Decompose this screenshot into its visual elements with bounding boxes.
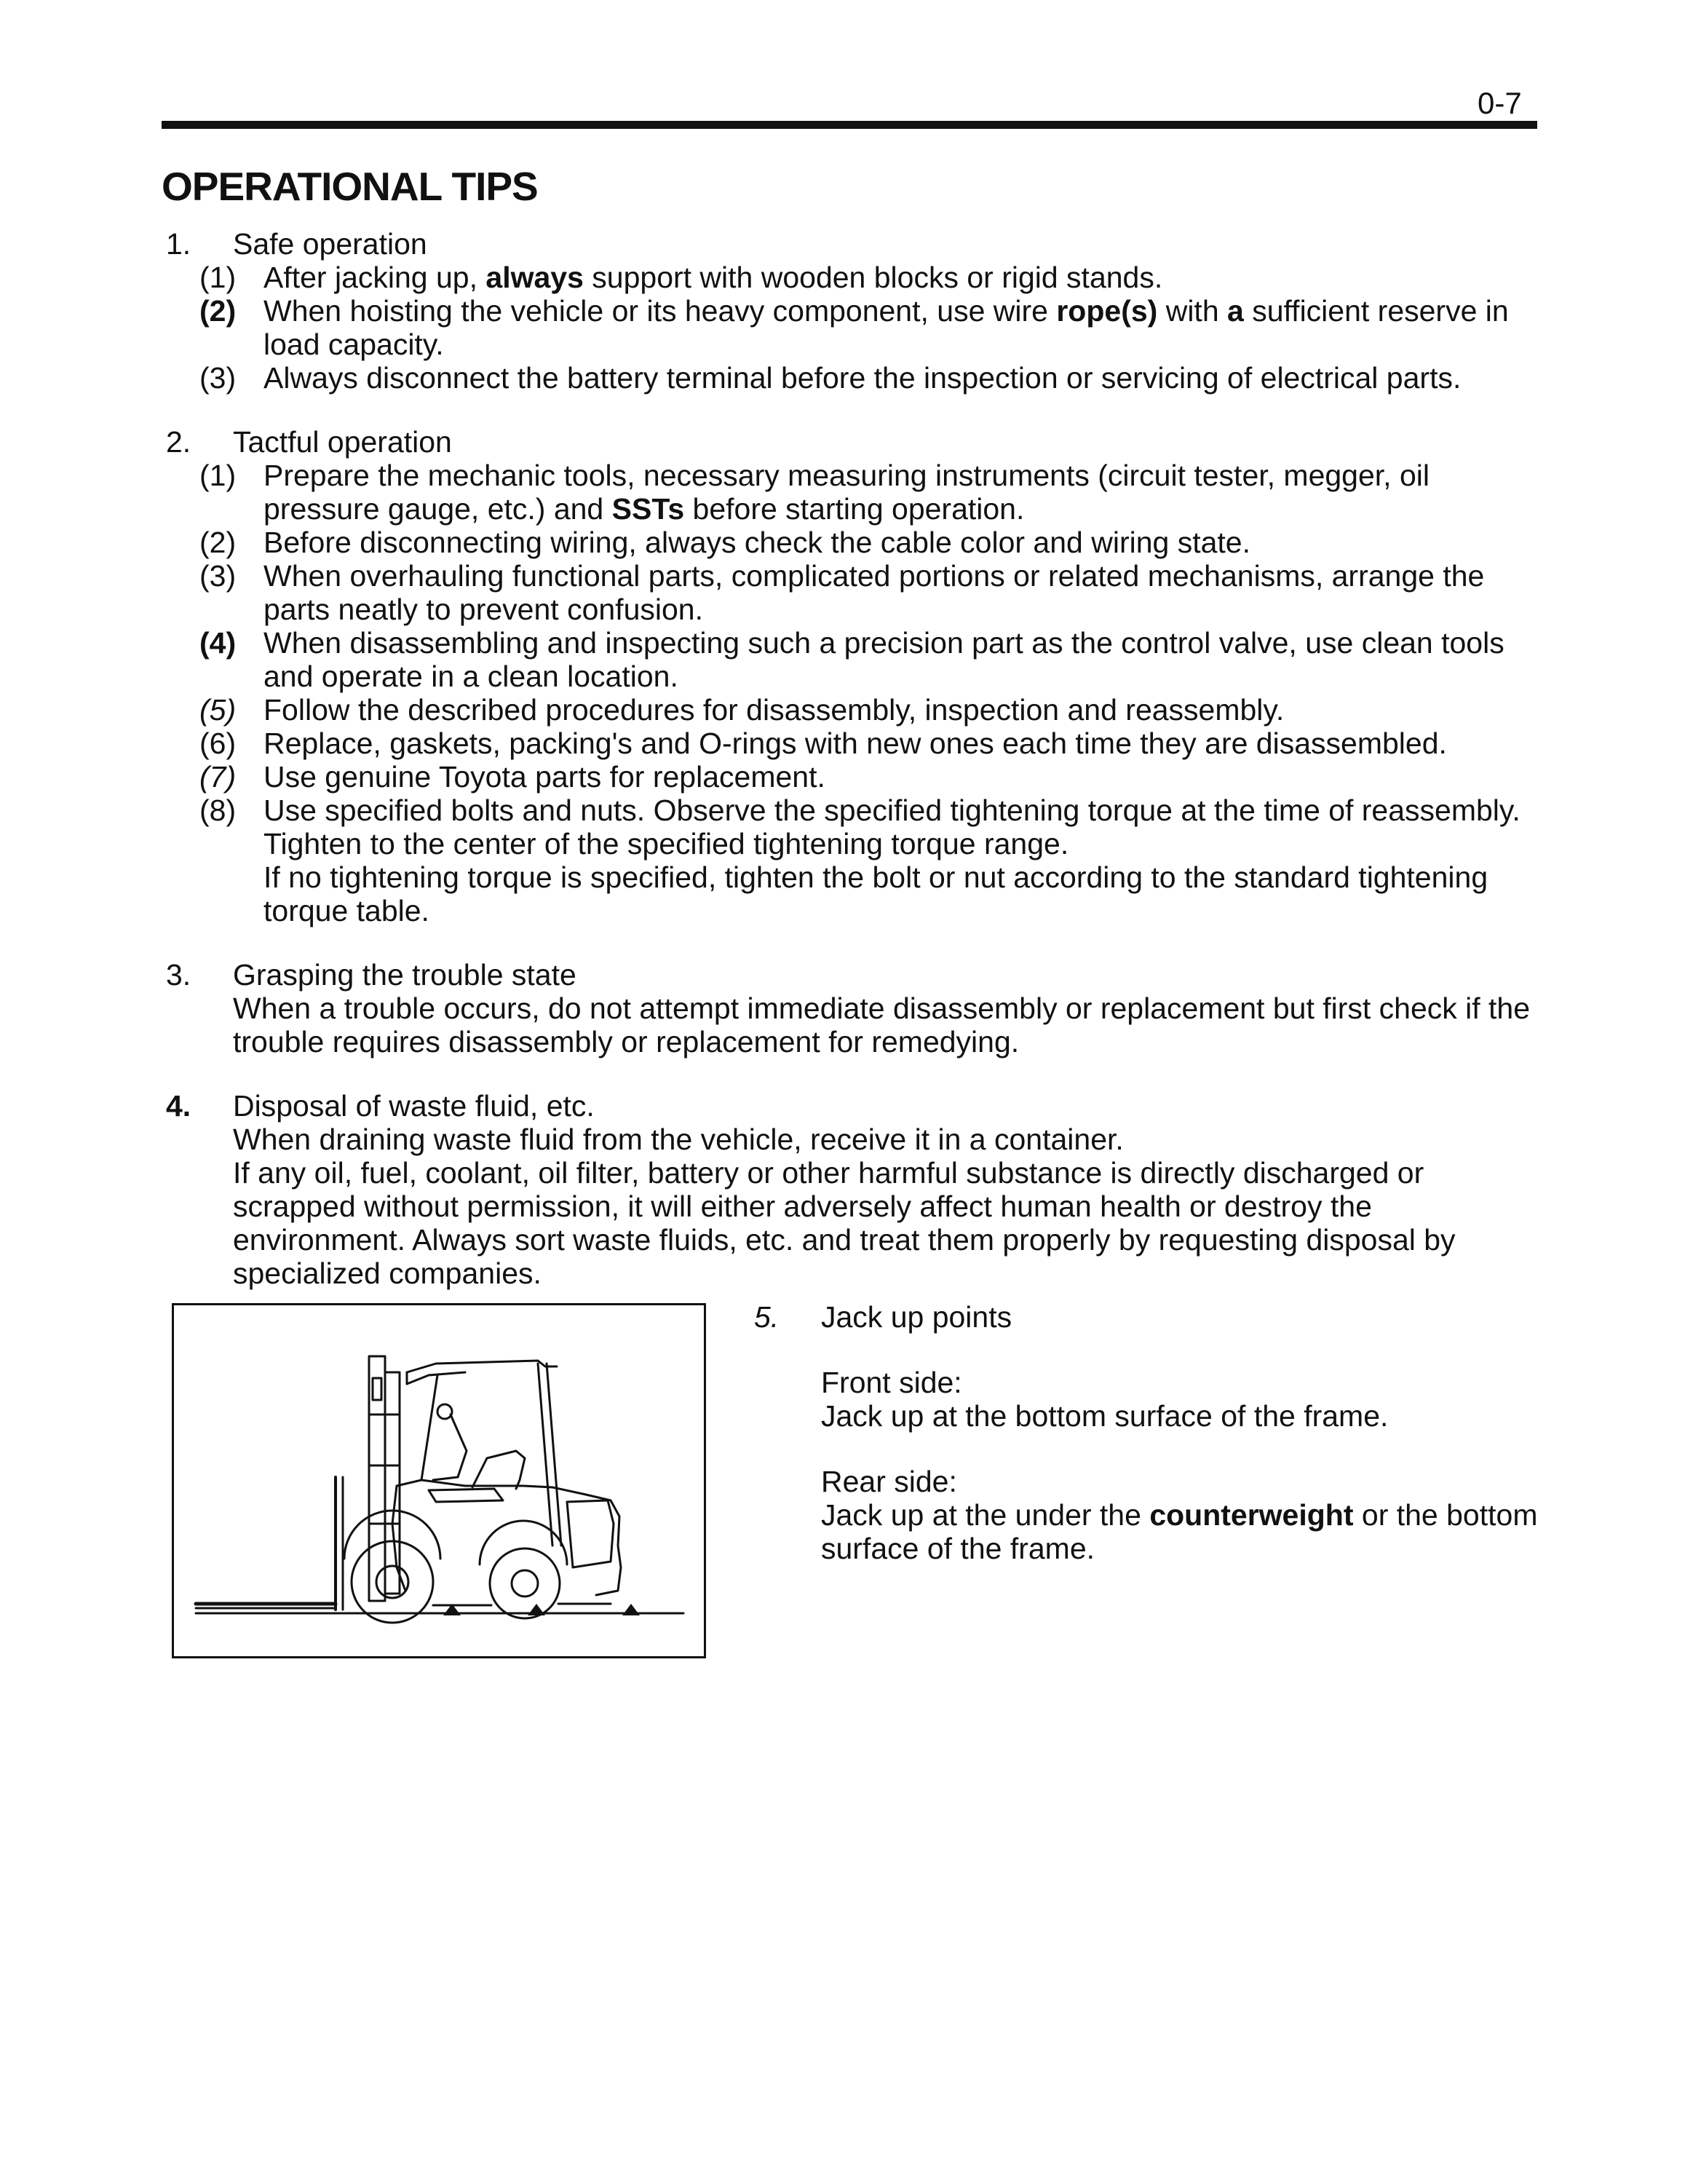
section-paragraph: When draining waste fluid from the vehicle, receive it in a container. [233,1123,1124,1156]
list-item [162,361,1545,395]
section-heading [162,958,1545,992]
forklift-illustration-icon [174,1305,704,1656]
item-text: Before disconnecting wiring, always check the cable color and wiring state. [263,526,1250,559]
rear-text-bold: counterweight [1149,1498,1354,1532]
item-text: Use specified bolts and nuts. Observe the specified tightening torque at the time of reassembly. [263,794,1520,827]
item-text: After jacking up, [263,261,486,294]
list-item [162,727,1545,760]
list-item [162,261,1545,294]
section-heading [748,1300,1549,1334]
item-extra-line: If no tightening torque is specified, tighten the bolt or nut according to the standard tightening torque table. [263,860,1488,927]
item-text: with [1157,294,1228,328]
top-rule [162,121,1537,129]
item-number: (4) [199,626,237,660]
item-number: (1) [199,261,237,294]
section-title: Tactful operation [233,425,452,459]
list-item [162,626,1545,693]
item-number: (3) [199,559,237,593]
list-item [162,294,1545,361]
item-text: Use genuine Toyota parts for replacement. [263,760,825,794]
item-text: support with wooden blocks or rigid stands. [583,261,1163,294]
jack-up-points [748,1300,1549,1565]
item-number: (5) [199,693,237,727]
page-title: OPERATIONAL TIPS [162,164,538,209]
section-title: Safe operation [233,227,427,261]
item-number: (2) [199,294,237,328]
item-text-bold: rope(s) [1056,294,1158,328]
item-number: (3) [199,361,237,395]
item-extra-line: Tighten to the center of the specified tightening torque range. [263,827,1069,860]
front-side-block [748,1366,1549,1433]
section-heading [162,1089,1545,1123]
item-text-bold: SSTs [611,492,685,526]
list-item [162,526,1545,559]
list-item [162,693,1545,727]
item-text-bold: a [1227,294,1244,328]
rear-side-label: Rear side: [821,1465,957,1498]
list-item [162,559,1545,626]
front-side-label: Front side: [821,1366,962,1399]
section-heading [162,227,1545,261]
item-text: When overhauling functional parts, complicated portions or related mechanisms, arrange the parts neatly to prevent confusion. [263,559,1485,626]
section-title: Grasping the trouble state [233,958,576,992]
list-item [162,459,1545,526]
section-number: 3. [166,958,191,992]
section-grasping-trouble [162,958,1545,1059]
item-text: When hoisting the vehicle or its heavy component, use wire [263,294,1057,328]
section-tactful-operation [162,425,1545,927]
list-item [162,760,1545,794]
item-text: Prepare the mechanic tools, necessary measuring instruments (circuit tester, megger, oil pressure gauge, etc.) and [263,459,1430,526]
section-title: Jack up points [821,1300,1012,1334]
forklift-figure [172,1303,706,1658]
page-number: 0-7 [1478,86,1522,120]
item-text: sufficient reserve in load capacity. [263,294,1509,361]
front-side-text: Jack up at the bottom surface of the frame. [821,1399,1389,1433]
list-item [162,794,1545,927]
item-number: (1) [199,459,237,492]
section-waste-fluid [162,1089,1545,1290]
section-heading [162,425,1545,459]
tips-body [162,227,1545,1290]
section-safe-operation [162,227,1545,395]
section-number: 4. [166,1089,191,1123]
item-text: When disassembling and inspecting such a precision part as the control valve, use clean tools and operate in a clean location. [263,626,1504,693]
rear-text: Jack up at the under the [821,1498,1150,1532]
section-title: Disposal of waste fluid, etc. [233,1089,595,1123]
item-text: Always disconnect the battery terminal before the inspection or servicing of electrical parts. [263,361,1462,395]
rear-side-block [748,1465,1549,1565]
item-text: before starting operation. [684,492,1025,526]
item-number: (7) [199,760,237,794]
section-paragraph: If any oil, fuel, coolant, oil filter, battery or other harmful substance is directly discharged or scrapped without permission, it will either adversely affect human health or destroy the environment. Always sort waste fluids, etc. and treat them properly by requesting disposal by specialized companies. [233,1156,1456,1290]
item-number: (8) [199,794,237,827]
item-number: (6) [199,727,237,760]
item-text: Follow the described procedures for disassembly, inspection and reassembly. [263,693,1285,727]
section-number: 5. [754,1300,780,1334]
item-number: (2) [199,526,237,559]
item-text: Replace, gaskets, packing's and O-rings with new ones each time they are disassembled. [263,727,1447,760]
section-number: 2. [166,425,191,459]
rear-text: or the bottom surface of the frame. [821,1498,1538,1565]
section-paragraph: When a trouble occurs, do not attempt immediate disassembly or replacement but first check if the trouble requires disassembly or replacement for remedying. [233,992,1531,1059]
rear-side-text [821,1498,1549,1565]
section-number: 1. [166,227,191,261]
item-text-bold: always [485,261,584,294]
